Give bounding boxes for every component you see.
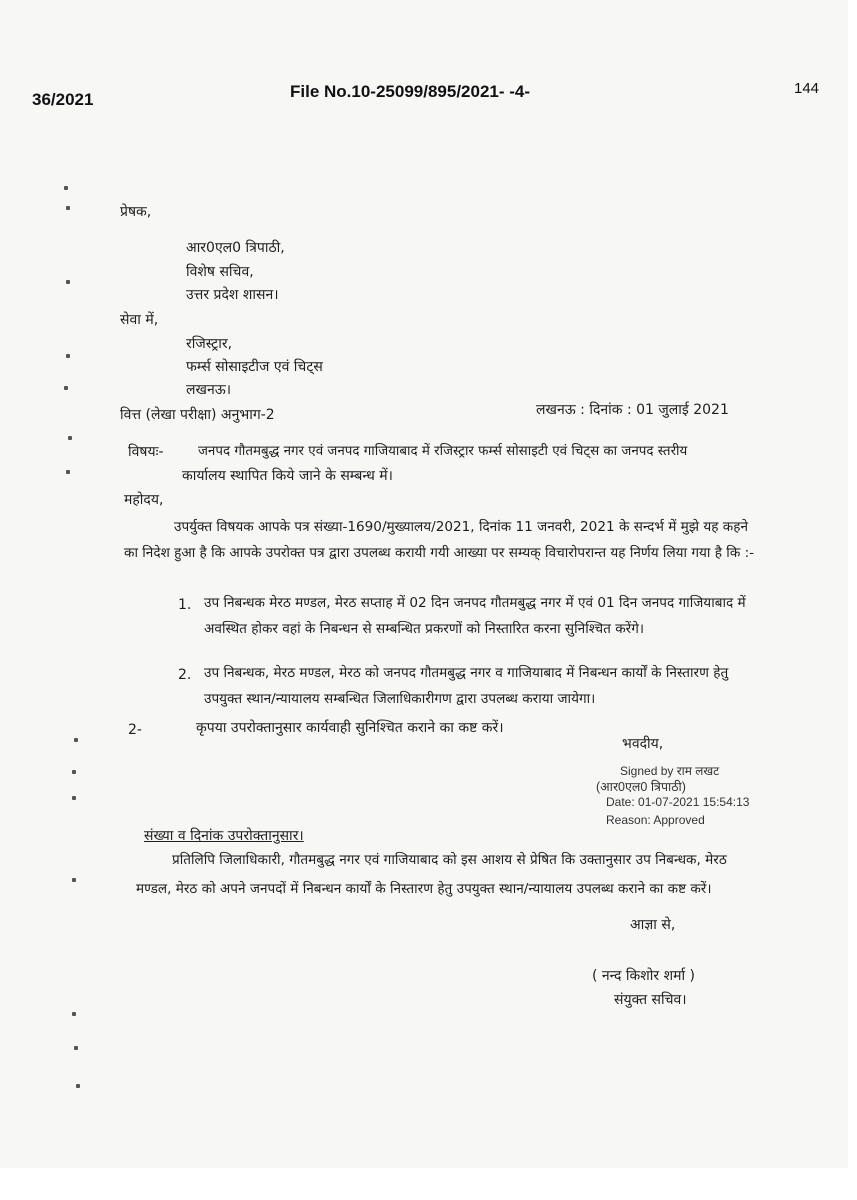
endorsement-text: प्रतिलिपि जिलाधिकारी, गौतमबुद्ध नगर एवं गाजियाबाद को इस आशय से प्रेषित कि उक्तानुसार उप निबन्धक, मेरठ मण्डल, मेरठ को अपने जनपदों में निबन्धन कार्यों के निस्तारण हेतु उपयुक्त स्थान/न्यायालय उपलब्ध कराने का कष्ट करें। xyxy=(136,852,727,897)
scan-mark xyxy=(74,1046,78,1050)
sender-designation: विशेष सचिव, xyxy=(186,264,254,280)
scan-mark xyxy=(72,770,76,774)
signer-name: (आर0एल0 त्रिपाठी) xyxy=(596,780,686,794)
salutation: महोदय, xyxy=(124,492,164,508)
subject-label: विषयः- xyxy=(128,444,164,460)
sender-office: उत्तर प्रदेश शासन। xyxy=(186,287,279,303)
date-line: लखनऊ : दिनांक : 01 जुलाई 2021 xyxy=(536,402,729,418)
intro-paragraph: उपर्युक्त विषयक आपके पत्र संख्या-1690/मुख्यालय/2021, दिनांक 11 जनवरी, 2021 के सन्दर्भ में मुझे यह कहने का निदेश हुआ है कि आपके उपरोक्त पत्र द्वारा उपलब्ध करायी गयी आख्या पर सम्यक् विचारोपरान्त यह निर्णय लिया गया है कि :- xyxy=(124,519,755,561)
recipient-line2: फर्म्स सोसाइटीज एवं चिट्स xyxy=(186,359,323,375)
scan-mark xyxy=(66,354,70,358)
para2-number: 2- xyxy=(128,722,142,738)
scan-mark xyxy=(66,280,70,284)
scan-mark xyxy=(72,1012,76,1016)
endorsement-heading: संख्या व दिनांक उपरोक्तानुसार। xyxy=(144,828,304,844)
scan-mark xyxy=(66,206,70,210)
by-order: आज्ञा से, xyxy=(630,917,676,933)
signed-by: Signed by राम लखट xyxy=(620,764,720,778)
para2-text: कृपया उपरोक्तानुसार कार्यवाही सुनिश्चित कराने का कष्ट करें। xyxy=(196,720,504,736)
scan-mark xyxy=(66,470,70,474)
scan-mark xyxy=(68,436,72,440)
reference-number: 36/2021 xyxy=(32,90,94,109)
signature-reason: Reason: Approved xyxy=(606,813,705,827)
recipient-line1: रजिस्ट्रार, xyxy=(186,336,233,352)
signature-date: Date: 01-07-2021 15:54:13 xyxy=(606,795,750,809)
recipient-line3: लखनऊ। xyxy=(186,382,232,398)
scan-mark xyxy=(64,386,68,390)
sender-name: आर0एल0 त्रिपाठी, xyxy=(186,240,285,256)
scan-mark xyxy=(64,186,68,190)
point-1-number: 1. xyxy=(178,597,192,613)
subject-line1: जनपद गौतमबुद्ध नगर एवं जनपद गाजियाबाद में रजिस्ट्रार फर्म्स सोसाइटी एवं चिट्स का जनपद स्तरीय xyxy=(198,444,688,459)
file-number: File No.10-25099/895/2021- -4- xyxy=(290,82,531,101)
scan-border-right xyxy=(848,0,857,1200)
signatory-designation: संयुक्त सचिव। xyxy=(614,992,687,1008)
signatory-name: ( नन्द किशोर शर्मा ) xyxy=(592,968,696,984)
department: वित्त (लेखा परीक्षा) अनुभाग-2 xyxy=(120,407,275,423)
scan-mark xyxy=(76,1084,80,1088)
page-number: 144 xyxy=(794,80,820,97)
point-2-number: 2. xyxy=(178,667,192,683)
scan-mark xyxy=(74,738,78,742)
scan-mark xyxy=(72,878,76,882)
subject-line2: कार्यालय स्थापित किये जाने के सम्बन्ध में। xyxy=(182,468,393,484)
point-1-text: उप निबन्धक मेरठ मण्डल, मेरठ सप्ताह में 02 दिन जनपद गौतमबुद्ध नगर में एवं 01 दिन जनपद गाजियाबाद में अवस्थित होकर वहां के निबन्धन से सम्बन्धित प्रकरणों को निस्तारित करना सुनिश्चित करेंगे। xyxy=(204,595,746,637)
closing: भवदीय, xyxy=(622,736,664,752)
recipient-label: सेवा में, xyxy=(120,312,159,328)
point-2-text: उप निबन्धक, मेरठ मण्डल, मेरठ को जनपद गौतमबुद्ध नगर व गाजियाबाद में निबन्धन कार्यों के निस्तारण हेतु उपयुक्त स्थान/न्यायालय सम्बन्धित जिलाधिकारीगण द्वारा उपलब्ध कराया जायेगा। xyxy=(204,665,729,707)
scan-border-bottom xyxy=(0,1168,857,1200)
sender-label: प्रेषक, xyxy=(120,204,152,220)
scan-mark xyxy=(72,796,76,800)
